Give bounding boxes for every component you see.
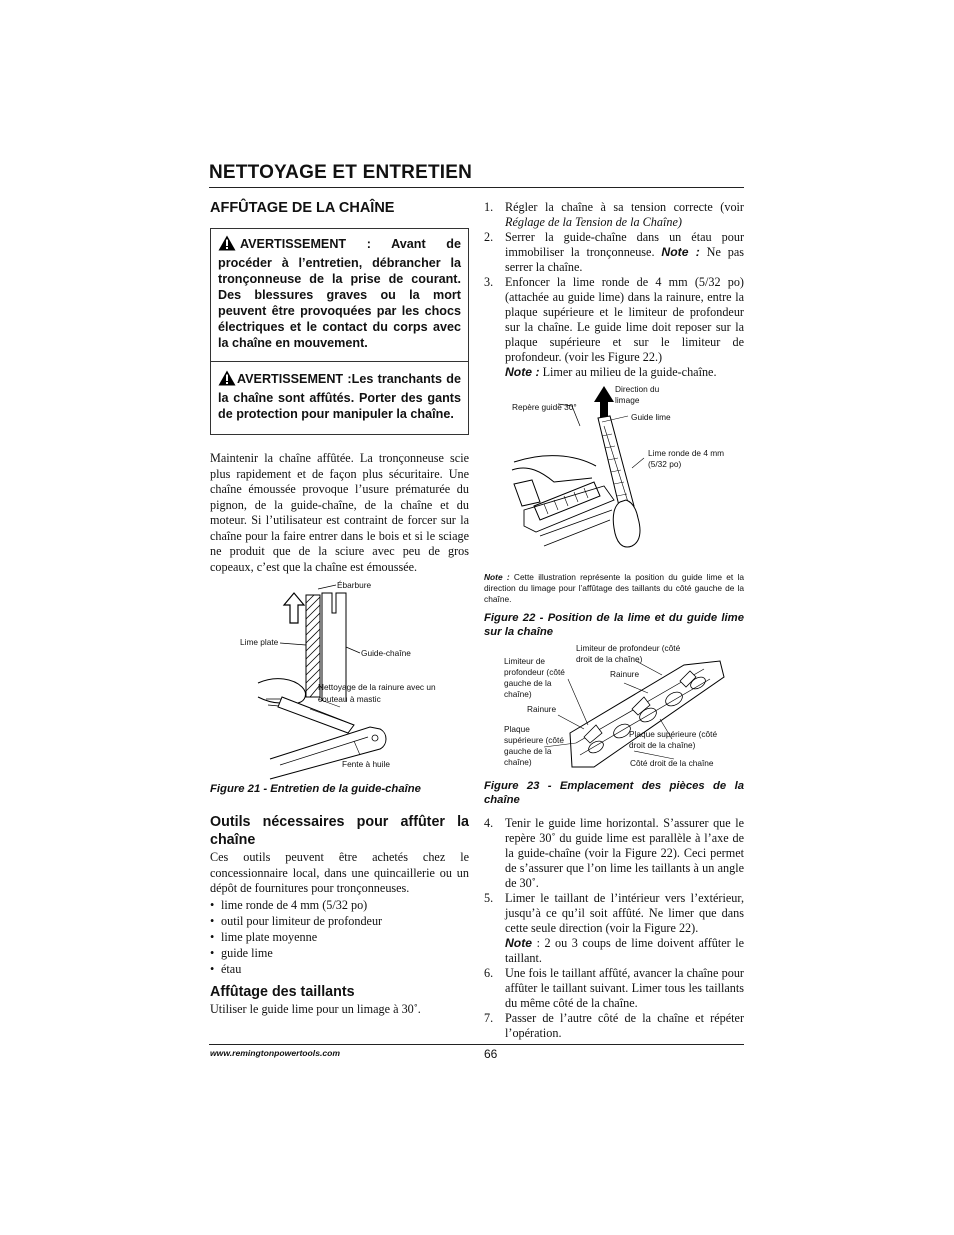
footer-url: www.remingtonpowertools.com — [210, 1048, 341, 1058]
label-direction: Direction du limage — [615, 384, 660, 405]
label-rainure-2: Rainure — [527, 704, 557, 714]
step-text: Une fois le taillant affûté, avancer la chaîne pour affûter le taillant suivant. Limer tous les taillants du même côté de la chaîne. — [505, 966, 744, 1010]
step-item — [484, 1011, 744, 1041]
list-item: • outil pour limiteur de profondeur — [210, 913, 469, 929]
list-item: • lime ronde de 4 mm (5/32 po) — [210, 897, 469, 913]
step-note-text: : 2 ou 3 coups de lime doivent affûter le taillant. — [505, 936, 744, 965]
warning-icon — [218, 235, 236, 255]
file-guide-illustration — [484, 386, 744, 572]
warning1-label: AVERTISSEMENT : — [240, 237, 371, 251]
step-number: 1. — [484, 200, 494, 214]
figure-22-note-label: Note : — [484, 572, 510, 582]
title-rule — [209, 187, 744, 188]
step-note-text: Limer au milieu de la guide-chaîne. — [539, 365, 717, 379]
page-number: 66 — [484, 1047, 498, 1061]
step-text: Régler la chaîne à sa tension correcte (voir — [505, 200, 744, 214]
step-text: Enfoncer la lime ronde de 4 mm (5/32 po) (attachée au guide lime) dans la rainure, entre la plaque supérieure et le limiteur de profondeur sur la chaîne. Le guide lime doit reposer sur la plaque supérieure et sur le limiteur de profondeur. (voir les Figure 22.) — [505, 275, 744, 364]
warning-box-electric — [210, 228, 469, 361]
section-title: AFFÛTAGE DE LA CHAÎNE — [210, 200, 395, 216]
warning1-text: Avant de procéder à l’entretien, débrancher la tronçonneuse de la prise de courant. Des blessures graves ou la mort peuvent être provoquées par les chocs électriques et le contact du corps avec la chaîne en mouvement. — [218, 237, 461, 350]
step-italic-ref: Réglage de la Tension de la Chaîne) — [505, 215, 682, 229]
sharpen-paragraph: Utiliser le guide lime pour un limage à 30˚. — [210, 1001, 421, 1016]
label-fente: Fente à huile — [342, 759, 390, 769]
list-item: • étau — [210, 961, 469, 977]
step-number: 7. — [484, 1011, 494, 1025]
label-cote-droit: Côté droit de la chaîne — [630, 758, 714, 768]
left-column — [210, 200, 469, 1017]
figure-23 — [484, 643, 744, 781]
step-text: Passer de l’autre côté de la chaîne et répéter l’opération. — [505, 1011, 744, 1040]
label-guide-lime: Guide lime — [631, 412, 671, 422]
footer-rule — [209, 1044, 744, 1045]
list-item: • guide lime — [210, 945, 469, 961]
step-item — [484, 966, 744, 1011]
warning2-text: Les tranchants de la chaîne sont affûtés. Porter des gants de protection pour manipuler la chaîne. — [218, 372, 461, 421]
step-text: Limer le taillant de l’intérieur vers l’extérieur, jusqu’à ce qu’il soit affûté. Ne limer que dans cette seule direction (voir la Figure 22). — [505, 891, 744, 935]
step-number: 4. — [484, 816, 494, 830]
steps-list-a — [484, 200, 744, 380]
warning-box-sharp — [210, 361, 469, 435]
warning-icon — [218, 370, 236, 390]
tools-list — [210, 897, 469, 977]
right-column — [484, 200, 744, 1041]
figure-22-note-text: Cette illustration représente la position du guide lime et la direction du limage pour l’affûtage des taillants du côté gauche de la chaîne. — [484, 572, 744, 604]
step-number: 3. — [484, 275, 494, 289]
warning2-label: AVERTISSEMENT : — [237, 372, 352, 386]
label-ebarbure: Ébarbure — [337, 580, 372, 590]
figure-22 — [484, 386, 744, 572]
figure-23-caption: Figure 23 - Emplacement des pièces de la chaîne — [484, 780, 744, 806]
label-lime-ronde: Lime ronde de 4 mm (5/32 po) — [648, 448, 725, 469]
step-note-label: Note — [505, 936, 533, 950]
label-nettoyage: Nettoyage de la rainure avec un couteau à mastic — [318, 682, 436, 704]
step-note-label: Note : — [661, 245, 700, 259]
figure-21 — [210, 579, 469, 795]
step-text: Serrer la guide-chaîne dans un étau pour immobiliser la tronçonneuse. — [505, 230, 744, 259]
step-number: 6. — [484, 966, 494, 980]
label-limiteur-gauche: Limiteur de profondeur (côté gauche de la chaîne) — [504, 656, 565, 699]
intro-paragraph: Maintenir la chaîne affûtée. La tronçonneuse scie plus rapidement et de façon plus sécuritaire. Une chaîne émoussée provoque l’usure prématurée du pignon, de la guide-chaîne, de la chaîne et du moteur. Si l’utilisateur est contraint de forcer sur la chaîne pour la faire entrer dans le bois et si le sciage ne produit que de la sciure avec peu de gros copeaux, c’est que la chaîne est émoussée. — [210, 451, 469, 574]
step-item — [484, 200, 744, 230]
step-item — [484, 230, 744, 275]
tools-title: Outils nécessaires pour affûter la chaîne — [210, 814, 469, 848]
label-plaque-gauche: Plaque supérieure (côté gauche de la chaîne) — [504, 724, 564, 767]
step-item — [484, 275, 744, 380]
list-item: • lime plate moyenne — [210, 929, 469, 945]
sharpen-title: Affûtage des taillants — [210, 983, 355, 1000]
step-text: Tenir le guide lime horizontal. S’assurer que le repère 30˚ du guide lime est parallèle à l’axe de la guide-chaîne (voir la Figure 22). Ceci permet de s’assurer que l’on lime les taillants à un angle de 30˚. — [505, 816, 744, 890]
figure-22-caption: Figure 22 - Position de la lime et du guide lime sur la chaîne — [484, 612, 744, 638]
figure-22-note — [484, 572, 744, 605]
step-note-label: Note : — [505, 365, 540, 379]
label-plaque-droit: Plaque supérieure (côté droit de la chaîne) — [629, 729, 718, 750]
steps-list-b — [484, 816, 744, 1041]
step-number: 5. — [484, 891, 494, 905]
page-title: NETTOYAGE ET ENTRETIEN — [209, 162, 473, 183]
tools-paragraph: Ces outils peuvent être achetés chez le concessionnaire local, dans une quincaillerie ou un dépôt de fournitures pour tronçonneuses. — [210, 850, 469, 895]
step-item — [484, 816, 744, 891]
label-rainure-1: Rainure — [610, 669, 640, 679]
label-repere: Repère guide 30° — [512, 402, 577, 412]
label-lime-plate: Lime plate — [240, 637, 279, 647]
label-limiteur-droit: Limiteur de profondeur (côté droit de la chaîne) — [576, 643, 681, 664]
step-item — [484, 891, 744, 966]
figure-21-caption: Figure 21 - Entretien de la guide-chaîne — [210, 783, 421, 795]
step-note-text: Ne pas serrer la chaîne. — [505, 245, 744, 274]
step-number: 2. — [484, 230, 494, 244]
label-guide-chaine: Guide-chaîne — [361, 648, 411, 658]
